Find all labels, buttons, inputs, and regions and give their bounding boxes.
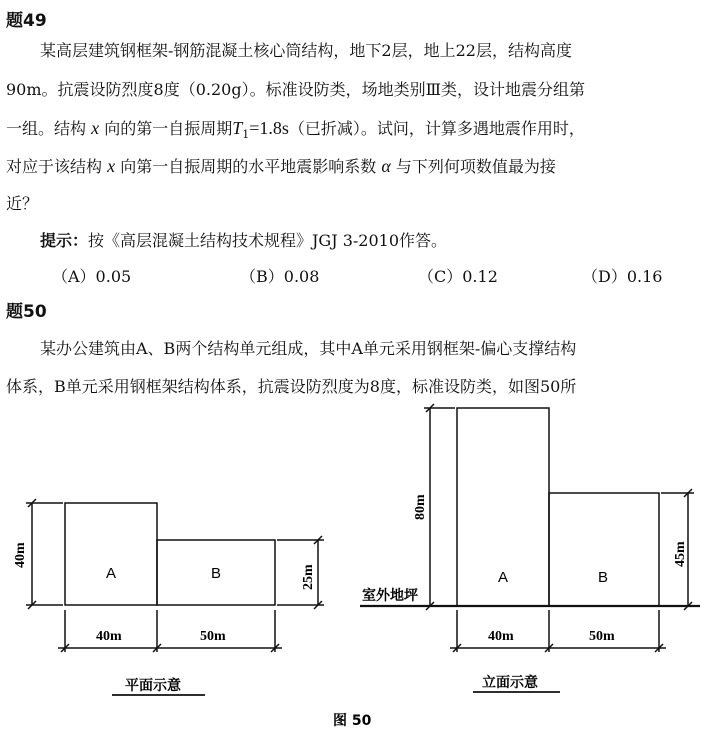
elev-dim-80m: 80m: [413, 494, 428, 520]
plan-unit-a: [65, 503, 157, 605]
option-b: （B）0.08: [240, 267, 320, 286]
plan-dim-50m: 50m: [200, 629, 226, 644]
option-c: （C）0.12: [418, 267, 498, 286]
elev-dim-50m: 50m: [589, 629, 615, 644]
q50-title: 题50: [6, 302, 47, 322]
period-value: =1.8s: [249, 118, 289, 138]
option-d: （D）0.16: [582, 267, 663, 286]
var-x: x: [91, 118, 100, 138]
q49-line-5: 近？: [6, 194, 39, 213]
elev-label-b: B: [598, 569, 609, 586]
ground-label: 室外地坪: [362, 588, 418, 604]
var-T-sub: 1: [242, 128, 250, 142]
q49-line-3a: 一组。结构: [6, 119, 87, 138]
plan-label-b: B: [211, 565, 222, 582]
hint-label: 提示：: [40, 231, 89, 250]
elev-dim-40m: 40m: [488, 629, 514, 644]
elev-dim-45m: 45m: [673, 541, 688, 567]
q49-line-1: 某高层建筑钢框架-钢筋混凝土核心筒结构，地下2层，地上22层，结构高度: [40, 41, 572, 60]
elev-label-a: A: [498, 569, 509, 586]
q49-line-3d: （已折减）。试问，计算多遇地震作用时，: [288, 119, 585, 138]
q50-line-2: 体系，B单元采用钢框架结构体系，抗震设防烈度为8度，标准设防类，如图50所: [6, 377, 577, 396]
elev-unit-b: [549, 493, 659, 606]
q49-line-3b: 向的第一自振周期: [104, 119, 233, 138]
plan-label-a: A: [106, 565, 117, 582]
q49-line-4b: 向第一自振周期的水平地震影响系数: [120, 157, 377, 176]
q49-title: 题49: [6, 11, 47, 31]
q49-line-2: 90m。抗震设防烈度8度（0.20g）。标准设防类，场地类别Ⅲ类，设计地震分组第: [6, 80, 586, 99]
elev-caption: 立面示意: [482, 675, 538, 691]
hint-text: 按《高层混凝土结构技术规程》JGJ 3-2010作答。: [88, 231, 448, 250]
figure-caption: 图 50: [333, 713, 372, 729]
q50-line-1: 某办公建筑由A、B两个结构单元组成，其中A单元采用钢框架-偏心支撑结构: [40, 339, 577, 358]
var-x-2: x: [107, 156, 116, 176]
plan-dim-25m: 25m: [301, 564, 316, 590]
var-T: T: [232, 118, 243, 138]
var-alpha: α: [381, 156, 391, 176]
q49-line-4a: 对应于该结构: [6, 157, 103, 176]
q49-line-4c: 与下列何项数值最为接: [395, 157, 556, 176]
plan-dim-40m-height: 40m: [13, 542, 28, 568]
plan-dim-40m: 40m: [96, 629, 122, 644]
option-a: （A）0.05: [52, 267, 132, 286]
plan-caption: 平面示意: [125, 678, 181, 694]
